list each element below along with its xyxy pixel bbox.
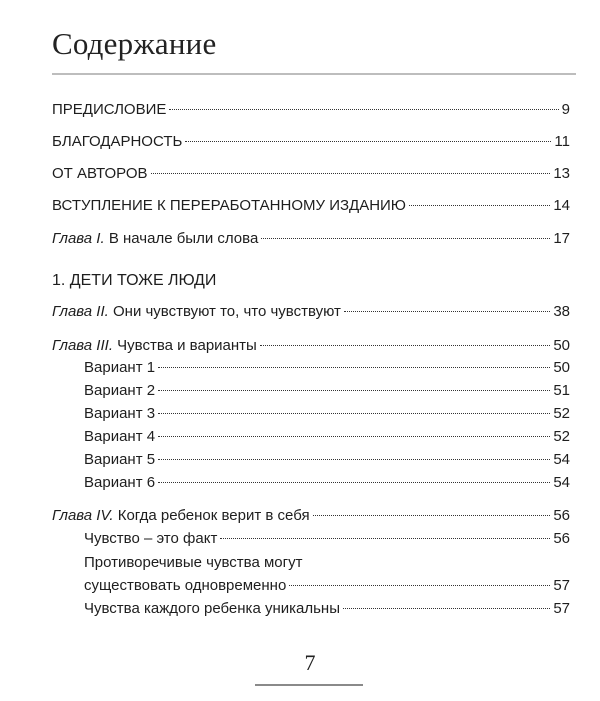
toc-entry-label: ОТ АВТОРОВ bbox=[52, 165, 148, 182]
dot-leader bbox=[409, 205, 550, 206]
toc-subentry-unique-feelings[interactable] bbox=[84, 599, 570, 619]
toc-page-number: 13 bbox=[553, 165, 570, 182]
toc-subentry-contradictory-feelings[interactable] bbox=[84, 576, 570, 596]
chapter-title: Чувства и варианты bbox=[112, 337, 257, 354]
toc-page-number: 11 bbox=[554, 133, 570, 150]
dot-leader bbox=[185, 141, 551, 142]
dot-leader bbox=[313, 515, 551, 516]
dot-leader bbox=[158, 367, 550, 368]
toc-subentry-variant-3[interactable] bbox=[84, 404, 570, 424]
toc-entry-chapter-3[interactable] bbox=[52, 336, 570, 356]
toc-entry-preface[interactable] bbox=[52, 100, 570, 120]
chapter-title: Когда ребенок верит в себя bbox=[113, 507, 310, 524]
toc-entry-label bbox=[52, 336, 257, 356]
toc-page-number: 57 bbox=[553, 577, 570, 594]
page-title: Содержание bbox=[52, 26, 217, 61]
toc-page-number: 52 bbox=[553, 405, 570, 422]
toc-entry-label: существовать одновременно bbox=[84, 577, 287, 594]
toc-subentry-variant-1[interactable] bbox=[84, 358, 570, 378]
dot-leader bbox=[158, 390, 550, 391]
toc-entry-label: Чувства каждого ребенка уникальны bbox=[84, 600, 340, 617]
chapter-prefix: Глава III. bbox=[52, 337, 113, 354]
toc-entry-chapter-1[interactable] bbox=[52, 229, 570, 249]
toc-entry-label bbox=[52, 229, 258, 249]
chapter-title: Они чувствуют то, что чувствуют bbox=[108, 303, 341, 320]
dot-leader bbox=[169, 109, 558, 110]
toc-entry-label: Чувство – это факт bbox=[84, 530, 218, 547]
toc-entry-chapter-2[interactable] bbox=[52, 302, 570, 322]
toc-entry-label: Вариант 4 bbox=[84, 428, 156, 445]
toc-subentry-variant-6[interactable] bbox=[84, 473, 570, 493]
dot-leader bbox=[343, 608, 550, 609]
toc-page-number: 9 bbox=[561, 101, 570, 118]
toc-entry-from-authors[interactable] bbox=[52, 164, 570, 184]
toc-entry-label bbox=[52, 506, 310, 526]
dot-leader bbox=[158, 459, 550, 460]
toc-entry-label: Вариант 5 bbox=[84, 451, 156, 468]
toc-page-number: 14 bbox=[553, 197, 570, 214]
dot-leader bbox=[151, 173, 551, 174]
toc-subentry-variant-2[interactable] bbox=[84, 381, 570, 401]
toc-page-number: 54 bbox=[553, 474, 570, 491]
toc-subentry-feeling-is-fact[interactable] bbox=[84, 529, 570, 549]
toc-entry-label: ВСТУПЛЕНИЕ К ПЕРЕРАБОТАННОМУ ИЗДАНИЮ bbox=[52, 197, 406, 214]
section-heading: 1. ДЕТИ ТОЖЕ ЛЮДИ bbox=[52, 272, 217, 289]
toc-entry-label: Вариант 1 bbox=[84, 359, 156, 376]
toc-page-number: 17 bbox=[553, 230, 570, 247]
toc-subentry-contradictory-line-1: Противоречивые чувства могут bbox=[84, 554, 303, 571]
toc-page-number: 52 bbox=[553, 428, 570, 445]
toc-page-number: 56 bbox=[553, 507, 570, 524]
toc-subentry-variant-4[interactable] bbox=[84, 427, 570, 447]
dot-leader bbox=[158, 482, 550, 483]
toc-page-number: 51 bbox=[553, 382, 570, 399]
toc-page-number: 54 bbox=[553, 451, 570, 468]
dot-leader bbox=[260, 345, 550, 346]
dot-leader bbox=[261, 238, 550, 239]
toc-subentry-variant-5[interactable] bbox=[84, 450, 570, 470]
dot-leader bbox=[289, 585, 550, 586]
chapter-prefix: Глава I. bbox=[52, 230, 105, 247]
title-divider bbox=[52, 73, 576, 75]
dot-leader bbox=[158, 413, 550, 414]
dot-leader bbox=[158, 436, 550, 437]
dot-leader bbox=[344, 311, 550, 312]
dot-leader bbox=[220, 538, 550, 539]
toc-entry-label bbox=[52, 302, 341, 322]
toc-page-number: 57 bbox=[553, 600, 570, 617]
chapter-prefix: Глава II. bbox=[52, 303, 109, 320]
toc-page-number: 38 bbox=[553, 303, 570, 320]
toc-entry-label: ПРЕДИСЛОВИЕ bbox=[52, 101, 167, 118]
toc-entry-label: Вариант 2 bbox=[84, 382, 156, 399]
toc-entry-label: Вариант 3 bbox=[84, 405, 156, 422]
toc-page-number: 56 bbox=[553, 530, 570, 547]
page-number: 7 bbox=[304, 650, 316, 675]
toc-entry-acknowledgements[interactable] bbox=[52, 132, 570, 152]
chapter-prefix: Глава IV. bbox=[52, 507, 114, 524]
toc-entry-chapter-4[interactable] bbox=[52, 506, 570, 526]
footer-divider bbox=[255, 684, 363, 686]
toc-entry-label: Вариант 6 bbox=[84, 474, 156, 491]
toc-page-number: 50 bbox=[553, 359, 570, 376]
toc-entry-label: БЛАГОДАРНОСТЬ bbox=[52, 133, 183, 150]
toc-entry-introduction[interactable] bbox=[52, 196, 570, 216]
toc-page-number: 50 bbox=[553, 337, 570, 354]
chapter-title: В начале были слова bbox=[104, 230, 259, 247]
